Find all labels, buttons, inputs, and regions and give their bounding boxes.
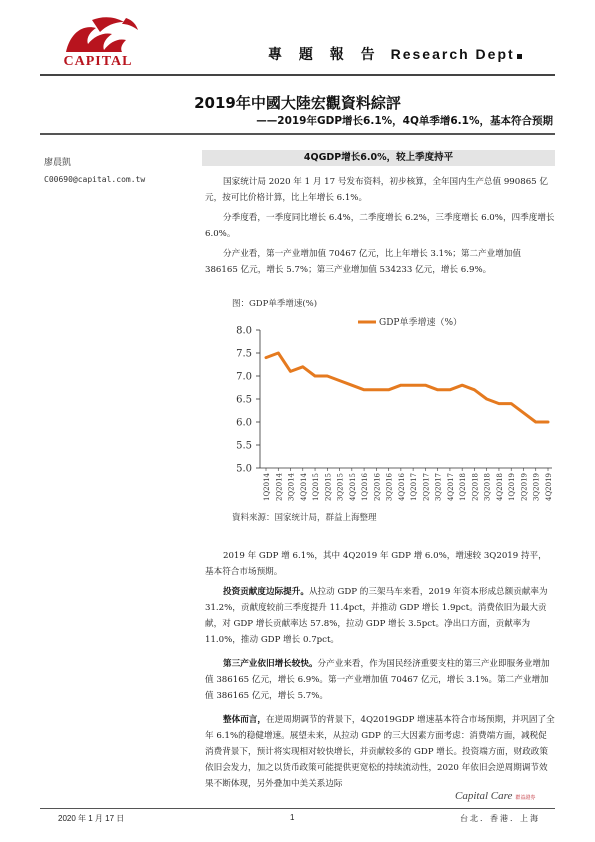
y-tick-label: 7.0 bbox=[236, 371, 252, 383]
paragraph-investment-body: 从拉动 GDP 的三架马车来看，2019 年资本形成总额贡献率为 31.2%，贡献度较前三季度提升 11.4pct，并推动 GDP 增长 1.9pct。消费依旧为最大贡献，对 GDP 增长贡献率达 57.8%，拉动 GDP 增长 3.5pct。净出口方面，贡献率为 11.0%，推动 GDP 增长 0.7pct。 bbox=[205, 587, 548, 645]
paragraph-outlook-body: 在逆周期调节的背景下，4Q2019GDP 增速基本符合市场预期，并巩固了全年 6.1%的稳健增速。展望未来，从拉动 GDP 的三大因素方面考虑：消费端方面，减税促消费背景下，预计将实现相对较快增长，并贡献较多的 GDP 增长。投资端方面，财政政策依旧会发力，加之以货币政策可能提供更宽松的持续流动性，2020 年依旧会逆周期调节效果不断体现，另外叠加中美关系边际 bbox=[205, 715, 555, 789]
x-tick-label: 4Q2014 bbox=[299, 473, 308, 502]
gdp-chart bbox=[226, 310, 556, 511]
gdp-line-chart bbox=[226, 310, 556, 511]
x-tick-label: 1Q2014 bbox=[263, 473, 271, 502]
series-line-gdp bbox=[266, 353, 548, 422]
x-tick-label: 3Q2018 bbox=[483, 473, 492, 502]
paragraph-outlook bbox=[205, 712, 555, 792]
header-dot-icon bbox=[517, 54, 522, 59]
x-tick-label: 1Q2015 bbox=[312, 473, 321, 502]
paragraph-tertiary-body: 分产业来看，作为国民经济重要支柱的第三产业即服务业增加值 386165 亿元，增长 6.9%。第一产业增加值 70467 亿元，增长 3.1%。第二产业增加值 386165 亿元，增长 5.7%。 bbox=[205, 659, 550, 701]
paragraph-summary: 2019 年 GDP 增 6.1%，其中 4Q2019 年 GDP 增 6.0%，增速较 3Q2019 持平，基本符合市场预期。 bbox=[205, 551, 547, 577]
footer-brand-name: Capital Care bbox=[455, 790, 513, 802]
x-tick-label: 2Q2019 bbox=[520, 473, 529, 502]
y-tick-label: 7.5 bbox=[236, 348, 252, 360]
page-number: 1 bbox=[290, 813, 295, 822]
paragraph-quarterly: 分季度看，一季度同比增长 6.4%，二季度增长 6.2%，三季度增长 6.0%，四季度增长 6.0%。 bbox=[205, 213, 555, 239]
legend-label: GDP单季增速（%） bbox=[379, 318, 463, 328]
x-tick-label: 2Q2015 bbox=[324, 473, 333, 502]
paragraph-outlook-lead: 整体而言， bbox=[223, 715, 266, 725]
logo-text: CAPITAL bbox=[63, 54, 133, 69]
x-tick-label: 1Q2019 bbox=[508, 473, 517, 502]
footer-brand-small: 群益證券 bbox=[515, 796, 536, 801]
header-title-cn: 專 題 報 告 bbox=[268, 47, 381, 63]
x-tick-label: 4Q2015 bbox=[348, 473, 357, 502]
x-tick-label: 2Q2017 bbox=[422, 473, 431, 502]
title-rule bbox=[40, 133, 555, 135]
report-title: 2019年中國大陸宏觀資料綜評 bbox=[194, 94, 401, 112]
paragraph-tertiary bbox=[205, 656, 555, 704]
footer-brand bbox=[455, 790, 535, 802]
y-tick-label: 8.0 bbox=[236, 325, 252, 337]
x-tick-label: 3Q2015 bbox=[336, 473, 345, 502]
x-tick-label: 3Q2017 bbox=[434, 473, 443, 502]
paragraph-investment bbox=[205, 584, 555, 648]
y-tick-label: 5.0 bbox=[236, 463, 252, 475]
author-name: 廖晨凱 bbox=[44, 158, 72, 168]
paragraph-tertiary-lead: 第三产业依旧增长较快。 bbox=[223, 659, 318, 669]
paragraph-industry: 分产业看，第一产业增加值 70467 亿元，比上年增长 3.1%；第二产业增加值 386165 亿元，增长 5.7%；第三产业增加值 534233 亿元，增长 6.9%。 bbox=[205, 249, 521, 275]
paragraph-gdp-total: 国家统计局 2020 年 1 月 17 号发布资料，初步核算，全年国内生产总值 990865 亿元，按可比价格计算，比上年增长 6.1%。 bbox=[205, 177, 548, 203]
x-tick-label: 1Q2017 bbox=[410, 473, 419, 502]
footer-rule bbox=[40, 808, 555, 809]
x-tick-label: 4Q2017 bbox=[446, 473, 455, 502]
x-tick-label: 2Q2016 bbox=[373, 473, 382, 502]
header-title-en: Research Dept bbox=[390, 46, 515, 62]
x-tick-label: 1Q2016 bbox=[361, 473, 370, 502]
x-tick-label: 3Q2019 bbox=[532, 473, 541, 502]
x-tick-label: 1Q2018 bbox=[459, 473, 468, 502]
figure-source: 資料來源：国家统计局，群益上海整理 bbox=[232, 513, 377, 523]
y-tick-label: 6.5 bbox=[236, 394, 252, 406]
author-email[interactable]: C00690@capital.com.tw bbox=[44, 175, 146, 184]
x-tick-label: 4Q2018 bbox=[495, 473, 504, 502]
report-subtitle: ——2019年GDP增长6.1%，4Q单季增6.1%，基本符合预期 bbox=[256, 115, 553, 127]
capital-logo bbox=[52, 14, 144, 70]
header-title bbox=[268, 44, 522, 64]
paragraph-investment-lead: 投资贡献度边际提升。 bbox=[223, 587, 309, 597]
y-tick-label: 5.5 bbox=[236, 440, 252, 452]
x-tick-label: 3Q2016 bbox=[385, 473, 394, 502]
x-tick-label: 4Q2016 bbox=[397, 473, 406, 502]
footer-cities: 台北．香港．上海 bbox=[460, 814, 540, 823]
x-tick-label: 2Q2014 bbox=[275, 473, 284, 502]
x-tick-label: 3Q2014 bbox=[287, 473, 296, 502]
y-tick-label: 6.0 bbox=[236, 417, 252, 429]
section-heading: 4QGDP增长6.0%，较上季度持平 bbox=[202, 150, 555, 166]
header-rule bbox=[40, 74, 555, 76]
footer-date: 2020 年 1 月 17 日 bbox=[58, 814, 125, 823]
figure-label: 图：GDP单季增速(%) bbox=[232, 299, 318, 309]
x-tick-label: 2Q2018 bbox=[471, 473, 480, 502]
x-tick-label: 4Q2019 bbox=[545, 473, 553, 502]
phoenix-logo-icon bbox=[52, 14, 144, 56]
